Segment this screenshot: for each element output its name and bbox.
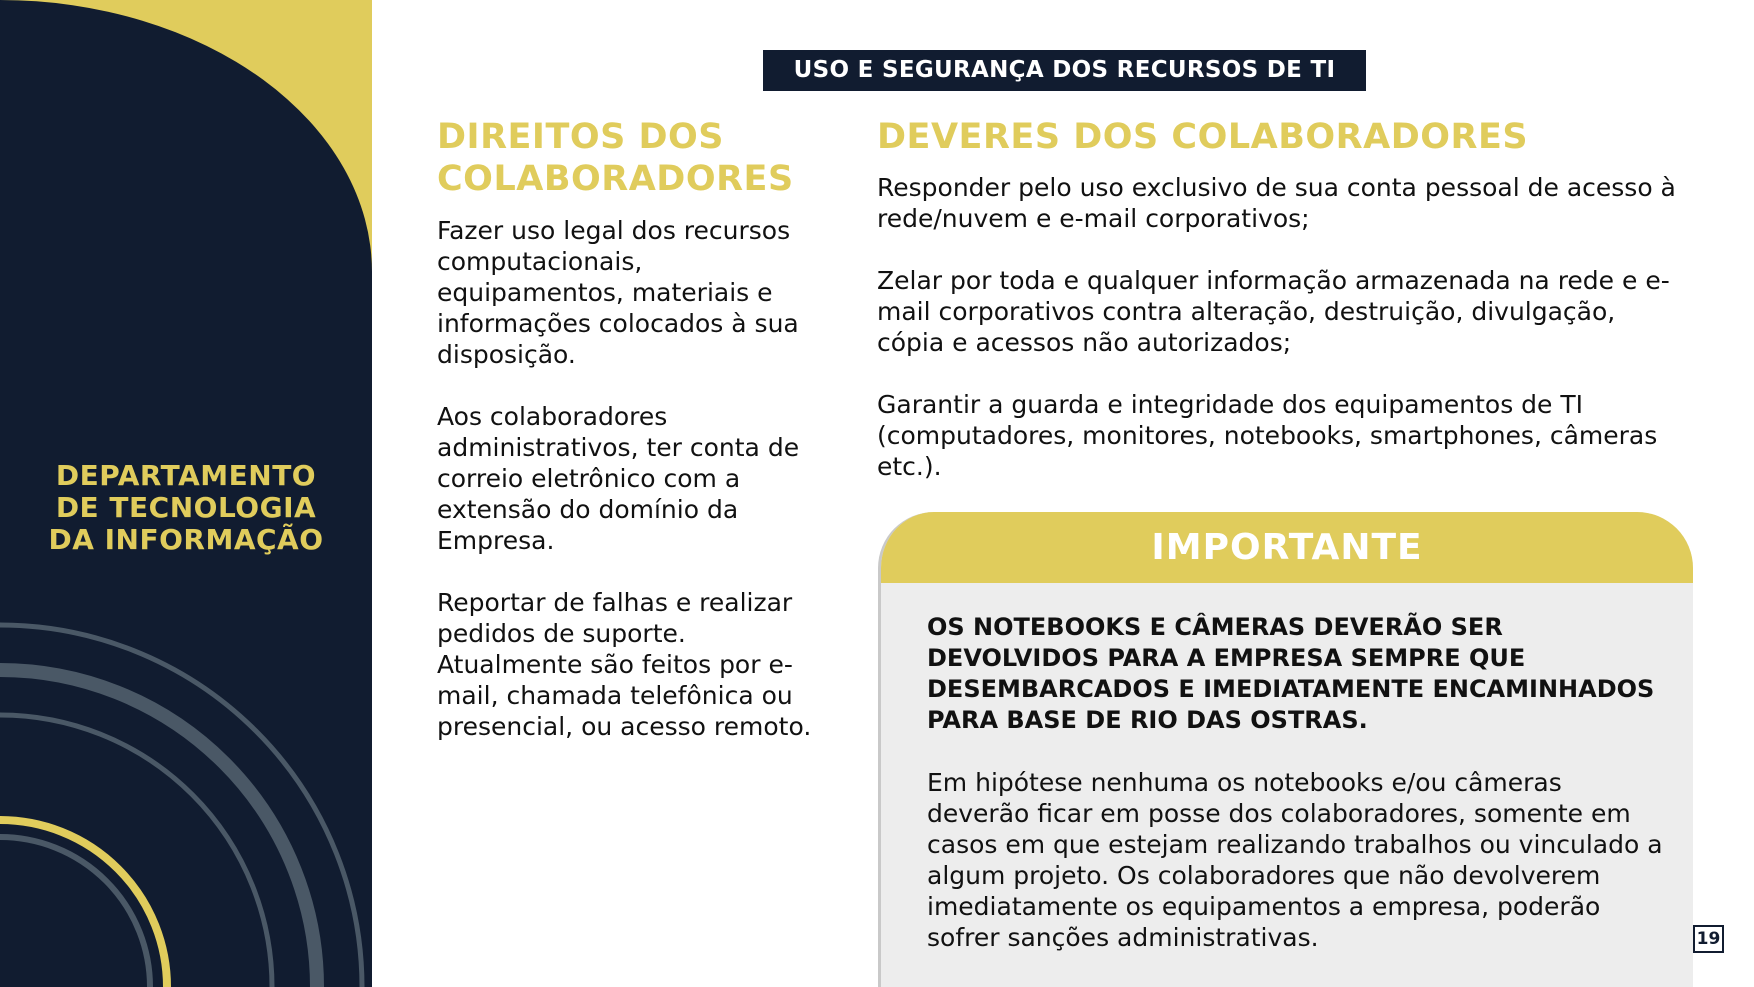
- sidebar: [0, 0, 372, 987]
- duties-paragraph: Garantir a guarda e integridade dos equipamentos de TI (computadores, monitores, notebooks, smartphones, câmeras etc.).: [877, 390, 1658, 481]
- arc-inner-gray: [0, 715, 272, 987]
- page-number: 19: [1693, 925, 1724, 953]
- rights-paragraph: Aos colaboradores administrativos, ter conta de correio eletrônico com a extensão do domínio da Empresa.: [437, 402, 800, 555]
- important-title: IMPORTANTE: [881, 512, 1693, 583]
- rights-paragraph: Fazer uso legal dos recursos computacionais, equipamentos, materiais e informações colocados à sua disposição.: [437, 216, 799, 369]
- duties-paragraph: Zelar por toda e qualquer informação armazenada na rede e e-mail corporativos contra alteração, destruição, divulgação, cópia e acessos não autorizados;: [877, 266, 1670, 357]
- arc-small-gray: [0, 837, 150, 987]
- page-title: USO E SEGURANÇA DOS RECURSOS DE TI: [763, 50, 1366, 91]
- department-title: DEPARTAMENTO DE TECNOLOGIA DA INFORMAÇÃO: [48, 459, 324, 556]
- important-text: Em hipótese nenhuma os notebooks e/ou câmeras deverão ficar em posse dos colaboradores, somente em casos em que estejam realizando trabalhos ou vinculado a algum projeto. Os colaboradores que não devolverem imediatamente os equipamentos a empresa, poderão sofrer sanções administrativas.: [927, 768, 1663, 952]
- duties-paragraph: Responder pelo uso exclusivo de sua conta pessoal de acesso à rede/nuvem e e-mail corporativos;: [877, 173, 1676, 233]
- duties-heading: DEVERES DOS COLABORADORES: [877, 117, 1529, 157]
- important-box: [878, 512, 1693, 987]
- rights-heading: DIREITOS DOS COLABORADORES: [437, 117, 794, 199]
- important-bold-text: OS NOTEBOOKS E CÂMERAS DEVERÃO SER DEVOLVIDOS PARA A EMPRESA SEMPRE QUE DESEMBARCADOS E IMEDIATAMENTE ENCAMINHADOS PARA BASE DE RIO DAS OSTRAS.: [927, 613, 1655, 734]
- rights-text: [437, 215, 817, 773]
- rights-paragraph: Reportar de falhas e realizar pedidos de suporte. Atualmente são feitos por e-mail, chamada telefônica ou presencial, ou acesso remoto.: [437, 588, 812, 741]
- duties-text: [877, 172, 1687, 513]
- arc-gold: [0, 820, 167, 987]
